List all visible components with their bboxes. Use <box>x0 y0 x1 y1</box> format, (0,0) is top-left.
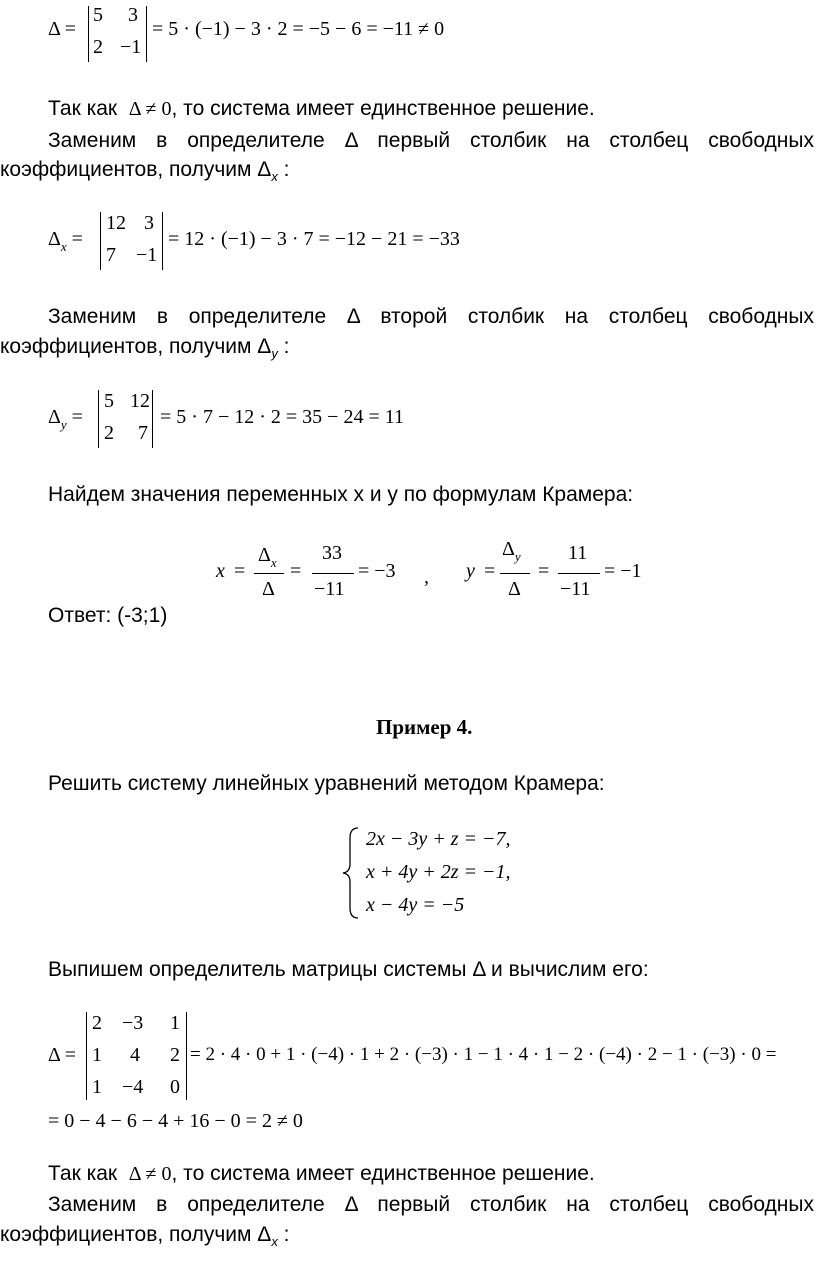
det-x-cell: −1 <box>136 244 158 266</box>
det-cell: 2 <box>93 36 103 58</box>
formula-y-fraction-bar2 <box>558 573 600 574</box>
formula-x-eq: = <box>234 560 246 582</box>
det-x-cell: 12 <box>106 212 126 234</box>
det-lhs: Δ = <box>48 18 77 40</box>
det3-cell: 1 <box>170 1012 180 1034</box>
system-equation: 2x − 3y + z = −7, <box>366 828 511 850</box>
det3-cell: 2 <box>92 1012 102 1034</box>
det-cell: −1 <box>120 36 142 58</box>
det-rhs: = 5 · (−1) − 3 · 2 = −5 − 6 = −11 ≠ 0 <box>152 18 445 40</box>
det3-cell: −4 <box>122 1076 144 1098</box>
det-x-lhs: $\Delta_x$ = <box>48 228 83 254</box>
det-cell: 5 <box>93 4 103 26</box>
formula-y-var: y <box>466 560 475 582</box>
system-brace <box>340 826 362 920</box>
find-paragraph: Найдем значения переменных x и y по формулам Крамера: <box>48 483 634 506</box>
det-y-cell: 7 <box>138 422 148 444</box>
replace-y-line1: Заменим в определителе Δ второй столбик на столбец свободных <box>48 305 814 328</box>
det3-result: = 0 − 4 − 6 − 4 + 16 − 0 = 2 ≠ 0 <box>48 1110 303 1132</box>
formula-x-num2: 33 <box>322 542 342 564</box>
det3-cell: 0 <box>170 1076 180 1098</box>
write-paragraph: Выпишем определитель матрицы системы Δ и вычислим его: <box>48 958 649 981</box>
det-y-left-bar <box>98 390 99 448</box>
formula-separator: , <box>424 566 429 588</box>
det-x-cell: 3 <box>144 212 154 234</box>
answer: Ответ: (-3;1) <box>48 604 168 627</box>
formula-y-num2: 11 <box>568 542 588 564</box>
replace-x-line2-2: коэффициентов, получим $\Delta_x$ : <box>0 1223 290 1249</box>
det3-cell: 1 <box>92 1044 102 1066</box>
det-y-right-bar <box>152 390 153 448</box>
det-cell: 3 <box>128 4 138 26</box>
formula-y-den: Δ <box>508 578 521 600</box>
formula-x-var: x <box>216 560 225 582</box>
det-y-lhs: $\Delta_y$ = <box>48 406 83 432</box>
det-x-left-bar <box>100 212 101 270</box>
replace-x-line1: Заменим в определителе Δ первый столбик на столбец свободных <box>48 129 814 152</box>
det-y-cell: 2 <box>104 422 114 444</box>
replace-x-line1-2: Заменим в определителе Δ первый столбик на столбец свободных <box>48 1193 814 1216</box>
det3-rhs: = 2 · 4 · 0 + 1 · (−4) · 1 + 2 · (−3) · 1 − 1 · 4 · 1 − 2 · (−4) · 2 − 1 · (−3) · 0 = <box>190 1044 777 1065</box>
det-y-rhs: = 5 · 7 − 12 · 2 = 35 − 24 = 11 <box>160 406 404 428</box>
det3-cell: 4 <box>130 1044 140 1066</box>
replace-x-line2: коэффициентов, получим $\Delta_x$ : <box>0 158 290 184</box>
formula-y-num: $\Delta_y$ <box>502 538 521 564</box>
task-paragraph: Решить систему линейных уравнений методом Крамера: <box>48 772 605 795</box>
det-x-rhs: = 12 · (−1) − 3 · 7 = −12 − 21 = −33 <box>168 228 460 250</box>
since-paragraph: Так как Δ ≠ 0, то система имеет единственное решение. <box>48 97 595 120</box>
det3-right-bar <box>186 1012 187 1100</box>
formula-y-eq: = <box>484 560 496 582</box>
formula-y-eq2: = <box>538 560 550 582</box>
formula-y-fraction-bar <box>500 573 530 574</box>
formula-x-den2: −11 <box>314 578 345 600</box>
det3-left-bar <box>86 1012 87 1100</box>
since-paragraph-2: Так как Δ ≠ 0, то система имеет единственное решение. <box>48 1162 595 1185</box>
formula-x-num: $\Delta_x$ <box>258 544 277 570</box>
det3-cell: 1 <box>92 1076 102 1098</box>
det-x-cell: 7 <box>106 244 116 266</box>
formula-x-result: = −3 <box>358 560 396 582</box>
det-y-cell: 5 <box>104 390 114 412</box>
formula-y-result: = −1 <box>604 560 642 582</box>
example-title: Пример 4. <box>376 715 473 739</box>
det3-lhs: Δ = <box>48 1044 77 1066</box>
formula-x-eq2: = <box>290 560 302 582</box>
det3-cell: 2 <box>170 1044 180 1066</box>
det-x-right-bar <box>162 212 163 270</box>
replace-y-line2: коэффициентов, получим $\Delta_y$ : <box>0 335 290 361</box>
system-equation: x + 4y + 2z = −1, <box>366 861 511 883</box>
det3-cell: −3 <box>122 1012 144 1034</box>
formula-x-fraction-bar2 <box>312 573 354 574</box>
det-y-cell: 12 <box>130 390 150 412</box>
formula-x-den: Δ <box>262 578 275 600</box>
formula-x-fraction-bar <box>254 573 284 574</box>
det-left-bar <box>88 6 89 62</box>
system-equation: x − 4y = −5 <box>366 894 465 916</box>
det-right-bar <box>146 6 147 62</box>
formula-y-den2: −11 <box>560 578 591 600</box>
